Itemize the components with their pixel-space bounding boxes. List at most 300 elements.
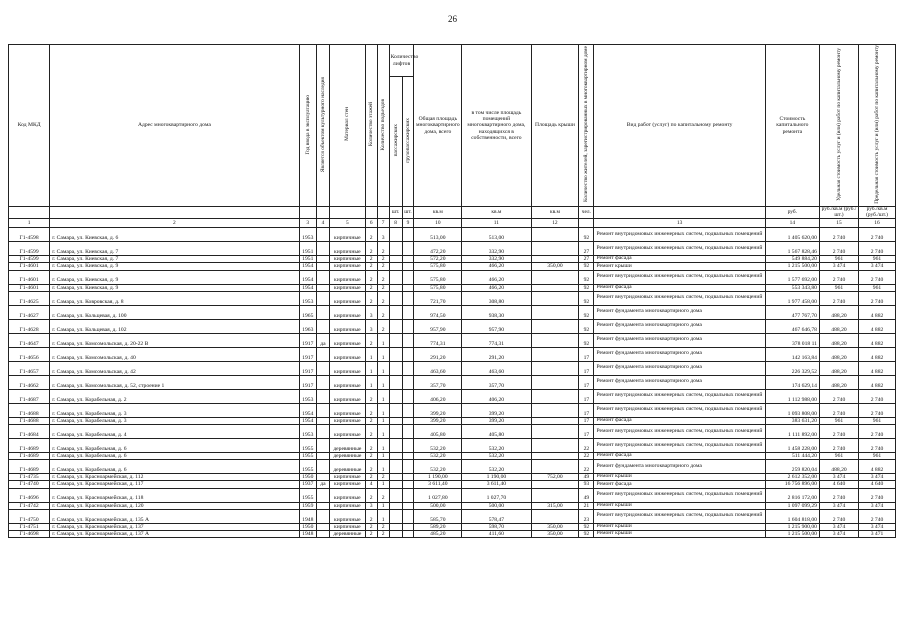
col-header-residents: Количество жителей, зарегистрированных в многоквартирном доме bbox=[583, 46, 590, 203]
row-roof-area bbox=[531, 460, 579, 474]
col-header-cost: Стоимость капитального ремонта bbox=[765, 45, 819, 207]
unit-unit-cost: руб./кв.м (руб./шт.) bbox=[819, 206, 858, 218]
row-unit-cost: 3 474 bbox=[819, 530, 858, 537]
table-row bbox=[9, 305, 896, 319]
row-year: 1954 bbox=[299, 270, 316, 284]
row-entrances: 2 bbox=[377, 270, 389, 284]
unit-roof-area: кв.м bbox=[531, 206, 579, 218]
row-cost: 1 215 900,00 bbox=[765, 523, 819, 530]
row-work-type: Ремонт фасада bbox=[594, 452, 765, 459]
row-cost: 16 756 896,00 bbox=[765, 481, 819, 488]
row-code: Г1-4689 bbox=[9, 460, 50, 474]
row-material: деревянные bbox=[329, 460, 365, 474]
col-header-address: Адрес многоквартирного дома bbox=[50, 45, 299, 207]
row-roof-area bbox=[531, 452, 579, 459]
row-heritage bbox=[316, 474, 329, 481]
row-address: г. Самара, ул. Корабельная, д. 4 bbox=[50, 424, 299, 438]
row-unit-cost: 961 bbox=[819, 452, 858, 459]
row-code: Г1-4601 bbox=[9, 263, 50, 270]
row-residents: 22 bbox=[579, 438, 594, 452]
row-heritage bbox=[316, 389, 329, 403]
row-lifts-freight bbox=[402, 256, 414, 263]
row-max-cost: 2 740 bbox=[859, 291, 896, 305]
row-address: г. Самара, ул. Корабельная, д. 6 bbox=[50, 460, 299, 474]
row-code: Г1-4751 bbox=[9, 523, 50, 530]
row-floors: 3 bbox=[365, 502, 377, 509]
row-entrances: 2 bbox=[377, 305, 389, 319]
row-lifts-passenger bbox=[389, 319, 402, 333]
row-work-type: Ремонт внутридомовых инженерных систем, подвальных помещений bbox=[594, 403, 765, 417]
row-residents: 17 bbox=[579, 361, 594, 375]
row-floors: 3 bbox=[365, 305, 377, 319]
row-max-cost: 2 740 bbox=[859, 438, 896, 452]
row-entrances: 2 bbox=[377, 256, 389, 263]
colnum: 10 bbox=[414, 219, 462, 228]
row-lifts-freight bbox=[402, 417, 414, 424]
row-lifts-passenger bbox=[389, 263, 402, 270]
col-header-roof-area: Площадь крыши bbox=[531, 45, 579, 207]
row-address: г. Самара, ул. Кольцевая, д. 102 bbox=[50, 319, 299, 333]
row-code: Г1-4598 bbox=[9, 228, 50, 242]
row-lifts-passenger bbox=[389, 389, 402, 403]
row-owned-area: 405,80 bbox=[462, 424, 531, 438]
table-row bbox=[9, 509, 896, 523]
row-total-area: 472,20 bbox=[414, 242, 462, 256]
row-cost: 1 577 692,00 bbox=[765, 270, 819, 284]
row-year: 1937 bbox=[299, 481, 316, 488]
row-total-area: 575,80 bbox=[414, 263, 462, 270]
row-unit-cost: 2 740 bbox=[819, 291, 858, 305]
row-entrances: 1 bbox=[377, 361, 389, 375]
row-material: кирпичные bbox=[329, 361, 365, 375]
row-lifts-passenger bbox=[389, 424, 402, 438]
row-year: 1917 bbox=[299, 375, 316, 389]
row-cost: 2 816 172,00 bbox=[765, 488, 819, 502]
row-work-type: Ремонт внутридомовых инженерных систем, подвальных помещений bbox=[594, 389, 765, 403]
row-max-cost: 2 740 bbox=[859, 403, 896, 417]
row-unit-cost: 2 740 bbox=[819, 270, 858, 284]
row-owned-area: 399,20 bbox=[462, 403, 531, 417]
row-address: г. Самара, ул. Красноармейская, д. 135 А bbox=[50, 509, 299, 523]
row-lifts-passenger bbox=[389, 403, 402, 417]
row-roof-area bbox=[531, 389, 579, 403]
row-work-type: Ремонт внутридомовых инженерных систем, подвальных помещений bbox=[594, 270, 765, 284]
row-year: 1954 bbox=[299, 417, 316, 424]
row-address: г. Самара, ул. Киевская, д. 9 bbox=[50, 263, 299, 270]
row-floors: 2 bbox=[365, 452, 377, 459]
row-residents: 92 bbox=[579, 263, 594, 270]
row-max-cost: 2 740 bbox=[859, 389, 896, 403]
row-entrances: 1 bbox=[377, 403, 389, 417]
row-total-area: 974,50 bbox=[414, 305, 462, 319]
row-work-type: Ремонт внутридомовых инженерных систем, подвальных помещений bbox=[594, 242, 765, 256]
colnum: 2 bbox=[50, 219, 299, 228]
row-max-cost: 961 bbox=[859, 452, 896, 459]
row-total-area: 513,00 bbox=[414, 228, 462, 242]
row-year: 1954 bbox=[299, 403, 316, 417]
row-residents: 17 bbox=[579, 375, 594, 389]
row-roof-area bbox=[531, 361, 579, 375]
row-roof-area bbox=[531, 488, 579, 502]
row-heritage bbox=[316, 242, 329, 256]
row-address: г. Самара, ул. Красноармейская, д. 117 bbox=[50, 481, 299, 488]
unit-max-cost: руб./кв.м (руб./шт.) bbox=[859, 206, 896, 218]
row-lifts-freight bbox=[402, 375, 414, 389]
row-unit-cost: 488,20 bbox=[819, 333, 858, 347]
row-entrances: 2 bbox=[377, 474, 389, 481]
row-total-area: 532,20 bbox=[414, 438, 462, 452]
row-code: Г1-4625 bbox=[9, 291, 50, 305]
row-year: 1953 bbox=[299, 291, 316, 305]
row-unit-cost: 2 740 bbox=[819, 403, 858, 417]
row-work-type: Ремонт внутридомовых инженерных систем, подвальных помещений bbox=[594, 424, 765, 438]
row-lifts-passenger bbox=[389, 502, 402, 509]
unit-owned-area: кв.м bbox=[462, 206, 531, 218]
row-cost: 1 093 808,00 bbox=[765, 403, 819, 417]
row-year: 1950 bbox=[299, 474, 316, 481]
row-unit-cost: 2 740 bbox=[819, 488, 858, 502]
row-roof-area bbox=[531, 256, 579, 263]
row-address: г. Самара, ул. Кольцевая, д. 100 bbox=[50, 305, 299, 319]
colnum bbox=[579, 219, 594, 228]
colnum: 5 bbox=[329, 219, 365, 228]
row-unit-cost: 2 740 bbox=[819, 509, 858, 523]
row-lifts-passenger bbox=[389, 347, 402, 361]
row-lifts-passenger bbox=[389, 509, 402, 523]
table-row bbox=[9, 375, 896, 389]
row-lifts-passenger bbox=[389, 333, 402, 347]
table-row bbox=[9, 291, 896, 305]
row-residents: 92 bbox=[579, 228, 594, 242]
row-total-area: 291,20 bbox=[414, 347, 462, 361]
row-lifts-freight bbox=[402, 291, 414, 305]
row-lifts-freight bbox=[402, 389, 414, 403]
row-owned-area: 406,20 bbox=[462, 389, 531, 403]
row-residents: 49 bbox=[579, 474, 594, 481]
row-lifts-freight bbox=[402, 481, 414, 488]
row-floors: 2 bbox=[365, 474, 377, 481]
row-address: г. Самара, ул. Красноармейская, д. 137 А bbox=[50, 530, 299, 537]
row-year: 1917 bbox=[299, 333, 316, 347]
row-cost: 1 567 828,46 bbox=[765, 242, 819, 256]
row-material: кирпичные bbox=[329, 502, 365, 509]
row-work-type: Ремонт крыши bbox=[594, 502, 765, 509]
row-floors: 2 bbox=[365, 438, 377, 452]
row-entrances: 2 bbox=[377, 284, 389, 291]
row-roof-area: 350,00 bbox=[531, 263, 579, 270]
row-address: г. Самара, ул. Красноармейская, д. 112 bbox=[50, 474, 299, 481]
row-max-cost: 3 471 bbox=[859, 530, 896, 537]
row-code: Г1-4689 bbox=[9, 452, 50, 459]
row-material: кирпичные bbox=[329, 242, 365, 256]
colnum: 1 bbox=[9, 219, 50, 228]
col-header-heritage: Является объектом культурного наследия bbox=[319, 76, 326, 172]
row-owned-area: 399,20 bbox=[462, 417, 531, 424]
row-residents: 92 bbox=[579, 523, 594, 530]
row-address: г. Самара, ул. Киевская, д. 9 bbox=[50, 284, 299, 291]
row-material: кирпичные bbox=[329, 424, 365, 438]
row-owned-area: 466,20 bbox=[462, 263, 531, 270]
row-cost: 1 215 500,00 bbox=[765, 263, 819, 270]
row-residents: 23 bbox=[579, 509, 594, 523]
row-material: кирпичные bbox=[329, 474, 365, 481]
row-heritage bbox=[316, 460, 329, 474]
unit-lifts-freight: шт. bbox=[402, 206, 414, 218]
row-lifts-freight bbox=[402, 284, 414, 291]
row-code: Г1-4688 bbox=[9, 403, 50, 417]
colnum: 3 bbox=[299, 219, 316, 228]
unit-lifts-passenger: шт. bbox=[389, 206, 402, 218]
row-heritage bbox=[316, 319, 329, 333]
row-owned-area: 598,70 bbox=[462, 523, 531, 530]
row-address: г. Самара, ул. Корабельная, д. 3 bbox=[50, 403, 299, 417]
row-code: Г1-4656 bbox=[9, 347, 50, 361]
row-lifts-freight bbox=[402, 460, 414, 474]
row-year: 1955 bbox=[299, 460, 316, 474]
row-entrances: 2 bbox=[377, 488, 389, 502]
row-unit-cost: 2 740 bbox=[819, 242, 858, 256]
row-residents: 22 bbox=[579, 452, 594, 459]
row-heritage bbox=[316, 530, 329, 537]
row-material: кирпичные bbox=[329, 509, 365, 523]
row-total-area: 399,20 bbox=[414, 417, 462, 424]
row-max-cost: 3 474 bbox=[859, 502, 896, 509]
col-header-entrances: Количество подъездов bbox=[380, 98, 387, 151]
row-entrances: 1 bbox=[377, 375, 389, 389]
row-material: кирпичные bbox=[329, 403, 365, 417]
row-work-type: Ремонт крыши bbox=[594, 263, 765, 270]
row-lifts-passenger bbox=[389, 460, 402, 474]
row-heritage bbox=[316, 361, 329, 375]
row-unit-cost: 961 bbox=[819, 284, 858, 291]
table-row bbox=[9, 319, 896, 333]
row-material: кирпичные bbox=[329, 284, 365, 291]
row-lifts-freight bbox=[402, 228, 414, 242]
row-total-area: 589,20 bbox=[414, 523, 462, 530]
row-lifts-passenger bbox=[389, 361, 402, 375]
row-lifts-freight bbox=[402, 452, 414, 459]
row-max-cost: 3 474 bbox=[859, 523, 896, 530]
colnum: 9 bbox=[402, 219, 414, 228]
row-residents: 92 bbox=[579, 305, 594, 319]
row-lifts-freight bbox=[402, 474, 414, 481]
col-header-year: Год ввода в эксплуатацию bbox=[304, 94, 311, 155]
colnum: 11 bbox=[462, 219, 531, 228]
row-max-cost: 2 740 bbox=[859, 242, 896, 256]
col-header-max-cost: Предельная стоимость услуг и (или) работ по капитальному ремонту bbox=[874, 45, 880, 204]
col-header-unit-cost: Удельная стоимость услуг и (или) работ по капитальному ремонту bbox=[835, 47, 842, 201]
row-lifts-freight bbox=[402, 361, 414, 375]
row-address: г. Самара, ул. Корабельная, д. 3 bbox=[50, 417, 299, 424]
table-row bbox=[9, 438, 896, 452]
column-numbers-row bbox=[9, 219, 896, 228]
row-total-area: 532,20 bbox=[414, 460, 462, 474]
row-work-type: Ремонт фасада bbox=[594, 417, 765, 424]
row-entrances: 1 bbox=[377, 438, 389, 452]
row-unit-cost: 488,20 bbox=[819, 460, 858, 474]
row-lifts-passenger bbox=[389, 488, 402, 502]
row-material: кирпичные bbox=[329, 305, 365, 319]
row-floors: 1 bbox=[365, 361, 377, 375]
row-address: г. Самара, ул. Киевская, д. 9 bbox=[50, 270, 299, 284]
row-year: 1951 bbox=[299, 256, 316, 263]
row-owned-area: 291,20 bbox=[462, 347, 531, 361]
row-residents: 92 bbox=[579, 319, 594, 333]
table-row bbox=[9, 452, 896, 459]
row-work-type: Ремонт фундамента многоквартирного дома bbox=[594, 460, 765, 474]
row-roof-area bbox=[531, 347, 579, 361]
table-row bbox=[9, 284, 896, 291]
row-total-area: 721,70 bbox=[414, 291, 462, 305]
row-work-type: Ремонт внутридомовых инженерных систем, подвальных помещений bbox=[594, 228, 765, 242]
row-year: 1955 bbox=[299, 488, 316, 502]
row-code: Г1-4742 bbox=[9, 502, 50, 509]
row-heritage bbox=[316, 417, 329, 424]
row-roof-area bbox=[531, 305, 579, 319]
row-entrances: 1 bbox=[377, 460, 389, 474]
col-header-material: Материал стен bbox=[344, 107, 351, 142]
row-owned-area: 532,20 bbox=[462, 438, 531, 452]
row-address: г. Самара, ул. Красноармейская, д. 120 bbox=[50, 502, 299, 509]
row-address: г. Самара, ул. Киевская, д. 7 bbox=[50, 256, 299, 263]
row-heritage bbox=[316, 291, 329, 305]
row-year: 1953 bbox=[299, 424, 316, 438]
row-cost: 467 646,78 bbox=[765, 319, 819, 333]
row-year: 1917 bbox=[299, 361, 316, 375]
row-work-type: Ремонт фундамента многоквартирного дома bbox=[594, 361, 765, 375]
page-number: 26 bbox=[448, 14, 457, 24]
row-code: Г1-4599 bbox=[9, 256, 50, 263]
row-max-cost: 2 740 bbox=[859, 488, 896, 502]
row-year: 1917 bbox=[299, 347, 316, 361]
row-material: кирпичные bbox=[329, 319, 365, 333]
table-row bbox=[9, 256, 896, 263]
row-roof-area bbox=[531, 284, 579, 291]
row-heritage bbox=[316, 270, 329, 284]
row-lifts-passenger bbox=[389, 474, 402, 481]
row-total-area: 774,31 bbox=[414, 333, 462, 347]
row-material: кирпичные bbox=[329, 389, 365, 403]
row-heritage bbox=[316, 488, 329, 502]
row-entrances: 2 bbox=[377, 523, 389, 530]
row-residents: 92 bbox=[579, 291, 594, 305]
row-total-area: 585,70 bbox=[414, 509, 462, 523]
row-year: 1965 bbox=[299, 305, 316, 319]
row-code: Г1-4657 bbox=[9, 361, 50, 375]
table-row bbox=[9, 389, 896, 403]
row-max-cost: 961 bbox=[859, 417, 896, 424]
colnum: 6 bbox=[365, 219, 377, 228]
row-unit-cost: 2 740 bbox=[819, 389, 858, 403]
row-lifts-passenger bbox=[389, 291, 402, 305]
row-code: Г1-4735 bbox=[9, 474, 50, 481]
col-header-lifts-freight: грузопассажирских bbox=[405, 118, 412, 163]
row-unit-cost: 961 bbox=[819, 256, 858, 263]
row-floors: 2 bbox=[365, 523, 377, 530]
row-cost: 1 097 099,29 bbox=[765, 502, 819, 509]
row-max-cost: 4 882 bbox=[859, 361, 896, 375]
row-owned-area: 957,90 bbox=[462, 319, 531, 333]
row-entrances: 1 bbox=[377, 452, 389, 459]
table-row bbox=[9, 474, 896, 481]
row-unit-cost: 488,20 bbox=[819, 319, 858, 333]
row-lifts-freight bbox=[402, 523, 414, 530]
row-residents: 21 bbox=[579, 502, 594, 509]
row-floors: 2 bbox=[365, 333, 377, 347]
row-material: кирпичные bbox=[329, 263, 365, 270]
row-cost: 1 215 500,00 bbox=[765, 530, 819, 537]
row-lifts-freight bbox=[402, 305, 414, 319]
row-work-type: Ремонт крыши bbox=[594, 523, 765, 530]
row-cost: 1 604 818,00 bbox=[765, 509, 819, 523]
row-floors: 2 bbox=[365, 403, 377, 417]
row-cost: 1 977 458,00 bbox=[765, 291, 819, 305]
table-row bbox=[9, 270, 896, 284]
table-row bbox=[9, 361, 896, 375]
row-owned-area: 532,20 bbox=[462, 452, 531, 459]
colnum: 15 bbox=[819, 219, 858, 228]
row-floors: 2 bbox=[365, 424, 377, 438]
row-lifts-passenger bbox=[389, 523, 402, 530]
row-floors: 2 bbox=[365, 488, 377, 502]
row-roof-area bbox=[531, 403, 579, 417]
row-address: г. Самара, ул. Корабельная, д. 6 bbox=[50, 438, 299, 452]
row-cost: 477 767,70 bbox=[765, 305, 819, 319]
row-residents: 92 bbox=[579, 270, 594, 284]
row-code: Г1-4662 bbox=[9, 375, 50, 389]
row-owned-area: 332,90 bbox=[462, 256, 531, 263]
header-row bbox=[9, 45, 896, 77]
row-total-area: 463,60 bbox=[414, 361, 462, 375]
row-year: 1953 bbox=[299, 228, 316, 242]
row-code: Г1-4740 bbox=[9, 481, 50, 488]
row-lifts-freight bbox=[402, 319, 414, 333]
row-lifts-freight bbox=[402, 333, 414, 347]
row-lifts-passenger bbox=[389, 305, 402, 319]
row-year: 1950 bbox=[299, 523, 316, 530]
colnum: 13 bbox=[594, 219, 765, 228]
row-lifts-passenger bbox=[389, 375, 402, 389]
row-heritage bbox=[316, 375, 329, 389]
row-work-type: Ремонт фасада bbox=[594, 284, 765, 291]
row-material: деревянные bbox=[329, 452, 365, 459]
row-unit-cost: 3 474 bbox=[819, 263, 858, 270]
row-residents: 17 bbox=[579, 403, 594, 417]
row-code: Г1-4628 bbox=[9, 319, 50, 333]
row-address: г. Самара, ул. Красноармейская, д. 118 bbox=[50, 488, 299, 502]
row-year: 1948 bbox=[299, 530, 316, 537]
table-row bbox=[9, 424, 896, 438]
table-row bbox=[9, 460, 896, 474]
row-max-cost: 2 740 bbox=[859, 270, 896, 284]
row-material: кирпичные bbox=[329, 375, 365, 389]
row-entrances: 2 bbox=[377, 263, 389, 270]
units-row bbox=[9, 206, 896, 218]
row-year: 1951 bbox=[299, 242, 316, 256]
row-entrances: 2 bbox=[377, 242, 389, 256]
row-work-type: Ремонт фундамента многоквартирного дома bbox=[594, 319, 765, 333]
row-total-area: 357,70 bbox=[414, 375, 462, 389]
row-roof-area bbox=[531, 375, 579, 389]
row-max-cost: 961 bbox=[859, 256, 896, 263]
row-max-cost: 4 882 bbox=[859, 347, 896, 361]
row-lifts-freight bbox=[402, 242, 414, 256]
row-unit-cost: 3 474 bbox=[819, 523, 858, 530]
row-roof-area bbox=[531, 417, 579, 424]
row-owned-area: 463,60 bbox=[462, 361, 531, 375]
row-residents: 49 bbox=[579, 488, 594, 502]
row-max-cost: 4 882 bbox=[859, 319, 896, 333]
